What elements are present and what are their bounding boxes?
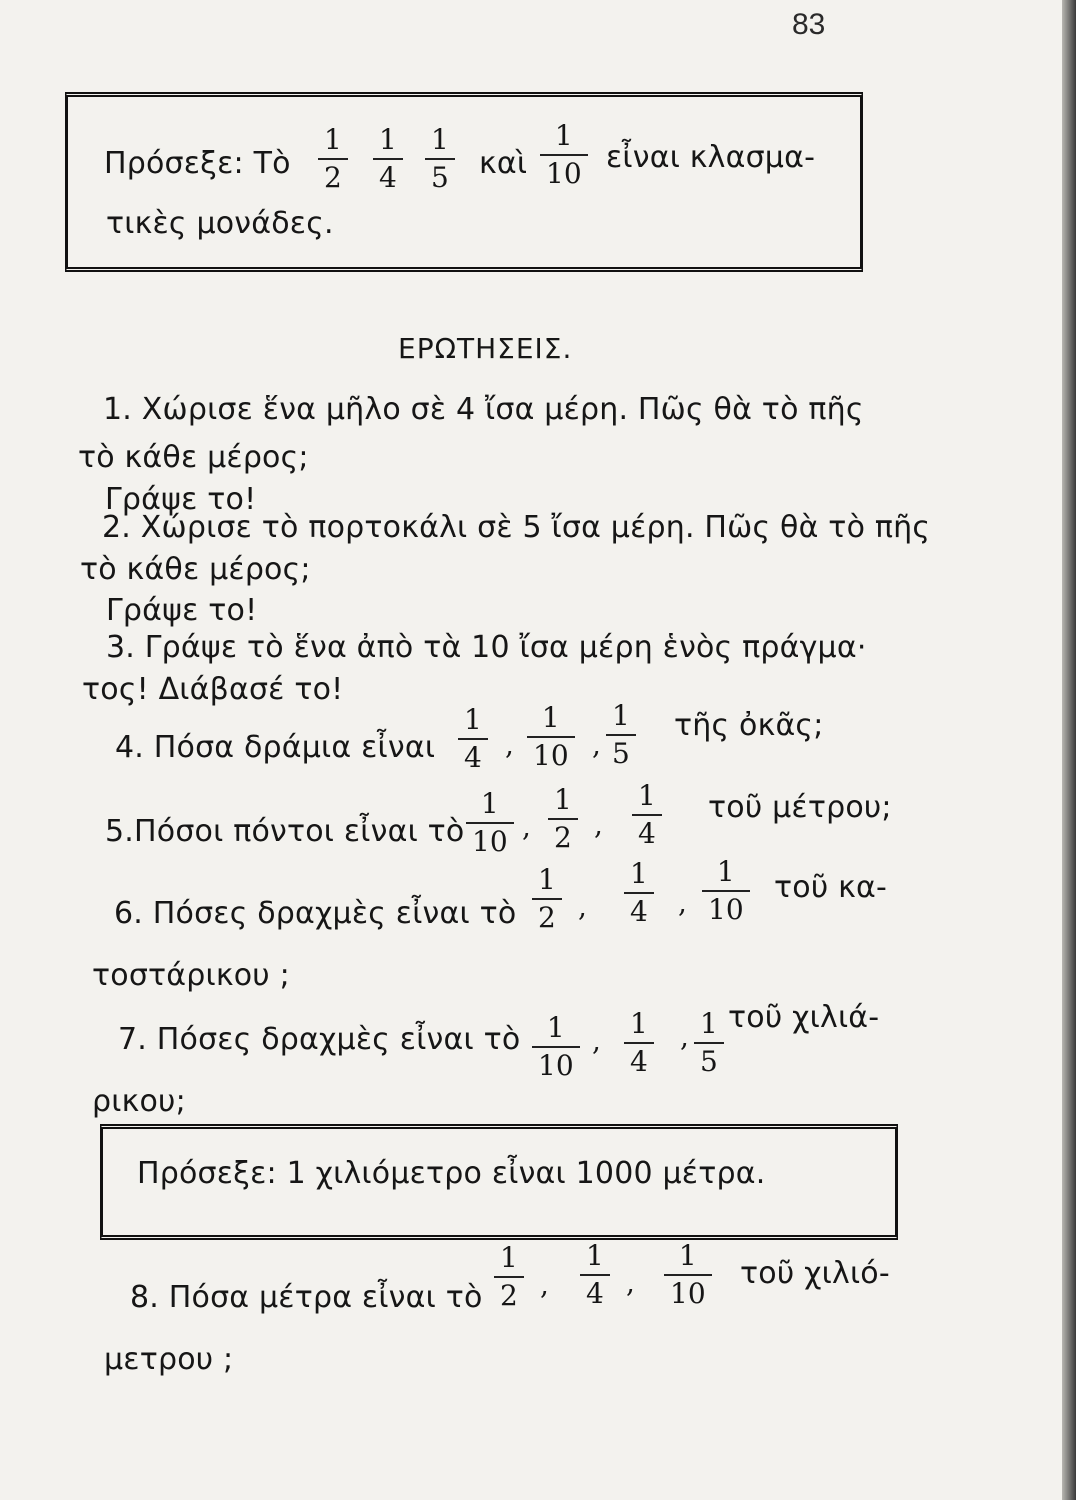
numerator: 1 — [554, 119, 573, 152]
separator-comma: , — [592, 728, 601, 761]
question-7-text: 7. Πόσες δραχμὲς εἶναι τὸ — [118, 1022, 521, 1057]
numerator: 1 — [546, 1011, 565, 1044]
numerator: 1 — [554, 783, 572, 816]
question-7-fraction-1 — [532, 1011, 580, 1082]
denominator: 4 — [632, 814, 662, 848]
question-5-fraction-2 — [548, 783, 578, 854]
question-2-line2: τὸ κάθε μέρος; — [80, 552, 311, 587]
denominator: 10 — [540, 154, 588, 188]
question-7-fraction-2 — [624, 1007, 654, 1078]
note1-line2: τικὲς μονάδες. — [106, 206, 334, 241]
question-1-line3: Γράψε το! — [105, 482, 257, 517]
question-8-text: 8. Πόσα μέτρα εἶναι τὸ — [130, 1280, 483, 1315]
numerator: 1 — [612, 699, 630, 732]
numerator: 1 — [480, 787, 499, 820]
separator-comma: , — [505, 728, 514, 761]
denominator: 5 — [606, 734, 636, 768]
question-3-line2: τος! Διάβασέ το! — [82, 672, 344, 707]
separator-comma: , — [578, 890, 587, 923]
question-6-line2: τοστάρικου ; — [92, 958, 290, 993]
numerator: 1 — [586, 1239, 604, 1272]
question-4-fraction-1 — [458, 703, 488, 774]
question-5-suffix: τοῦ μέτρου; — [708, 790, 892, 825]
numerator: 1 — [541, 701, 560, 734]
question-6-fraction-3 — [702, 855, 750, 926]
denominator: 5 — [425, 158, 455, 192]
question-8-suffix: τοῦ χιλιό- — [740, 1256, 890, 1291]
numerator: 1 — [538, 863, 556, 896]
denominator: 4 — [624, 1042, 654, 1076]
page-number: 83 — [792, 8, 826, 41]
question-8-line2: μετρου ; — [104, 1342, 234, 1377]
question-5-text: 5.Πόσοι πόντοι εἶναι τὸ — [105, 814, 465, 849]
denominator: 10 — [466, 822, 514, 856]
denominator: 2 — [532, 898, 562, 932]
denominator: 5 — [694, 1042, 724, 1076]
separator-comma: , — [522, 810, 531, 843]
separator-comma: , — [592, 1024, 601, 1057]
denominator: 4 — [458, 738, 488, 772]
question-6-suffix: τοῦ κα- — [774, 870, 887, 905]
denominator: 10 — [532, 1046, 580, 1080]
page-binding-edge — [1062, 0, 1076, 1500]
question-1-line1: 1. Χώρισε ἕνα μῆλο σὲ 4 ἴσα μέρη. Πῶς θὰ τὸ πῆς — [103, 392, 864, 427]
separator-comma: , — [540, 1268, 549, 1301]
numerator: 1 — [716, 855, 735, 888]
note1-prefix: Πρόσεξε: Τὸ — [104, 146, 291, 181]
question-8-fraction-3 — [664, 1239, 712, 1310]
question-8-fraction-2 — [580, 1239, 610, 1310]
numerator: 1 — [700, 1007, 718, 1040]
numerator: 1 — [431, 123, 449, 156]
questions-heading: ΕΡΩΤΗΣΕΙΣ. — [398, 332, 573, 365]
note1-suffix: εἶναι κλασμα- — [606, 140, 816, 175]
question-4-fraction-2 — [527, 701, 575, 772]
numerator: 1 — [500, 1241, 518, 1274]
separator-comma: , — [678, 886, 687, 919]
note-box-fractional-units — [65, 92, 863, 272]
numerator: 1 — [630, 1007, 648, 1040]
note2-text: Πρόσεξε: 1 χιλιόμετρο εἶναι 1000 μέτρα. — [137, 1156, 766, 1191]
separator-comma: , — [594, 808, 603, 841]
denominator: 4 — [580, 1274, 610, 1308]
question-4-suffix: τῆς ὀκᾶς; — [674, 708, 824, 743]
denominator: 2 — [548, 818, 578, 852]
numerator: 1 — [464, 703, 482, 736]
denominator: 2 — [494, 1276, 524, 1310]
denominator: 4 — [624, 892, 654, 926]
denominator: 10 — [664, 1274, 712, 1308]
question-7-suffix: τοῦ χιλιά- — [728, 1000, 880, 1035]
note1-fraction-1 — [318, 123, 348, 194]
question-3-line1: 3. Γράψε τὸ ἕνα ἀπὸ τὰ 10 ἴσα μέρη ἑνὸς πράγμα· — [106, 630, 867, 665]
numerator: 1 — [379, 123, 397, 156]
numerator: 1 — [630, 857, 648, 890]
question-7-line2: ρικου; — [92, 1084, 186, 1119]
denominator: 2 — [318, 158, 348, 192]
separator-comma: , — [626, 1266, 635, 1299]
question-4-text: 4. Πόσα δράμια εἶναι — [115, 730, 436, 765]
question-4-fraction-3 — [606, 699, 636, 770]
question-6-text: 6. Πόσες δραχμὲς εἶναι τὸ — [114, 896, 517, 931]
note1-fraction-4 — [540, 119, 588, 190]
note1-fraction-2 — [373, 123, 403, 194]
question-2-line3: Γράψε το! — [106, 593, 258, 628]
numerator: 1 — [324, 123, 342, 156]
question-5-fraction-1 — [466, 787, 514, 858]
question-1-line2: τὸ κάθε μέρος; — [78, 440, 309, 475]
denominator: 4 — [373, 158, 403, 192]
denominator: 10 — [527, 736, 575, 770]
note1-fraction-3 — [425, 123, 455, 194]
question-5-fraction-3 — [632, 779, 662, 850]
numerator: 1 — [678, 1239, 697, 1272]
question-6-fraction-1 — [532, 863, 562, 934]
question-7-fraction-3 — [694, 1007, 724, 1078]
numerator: 1 — [638, 779, 656, 812]
note1-conj: καὶ — [479, 146, 528, 181]
question-2-line1: 2. Χώρισε τὸ πορτοκάλι σὲ 5 ἴσα μέρη. Πῶς θὰ τὸ πῆς — [102, 510, 931, 545]
question-6-fraction-2 — [624, 857, 654, 928]
denominator: 10 — [702, 890, 750, 924]
question-8-fraction-1 — [494, 1241, 524, 1312]
separator-comma: , — [680, 1020, 689, 1053]
